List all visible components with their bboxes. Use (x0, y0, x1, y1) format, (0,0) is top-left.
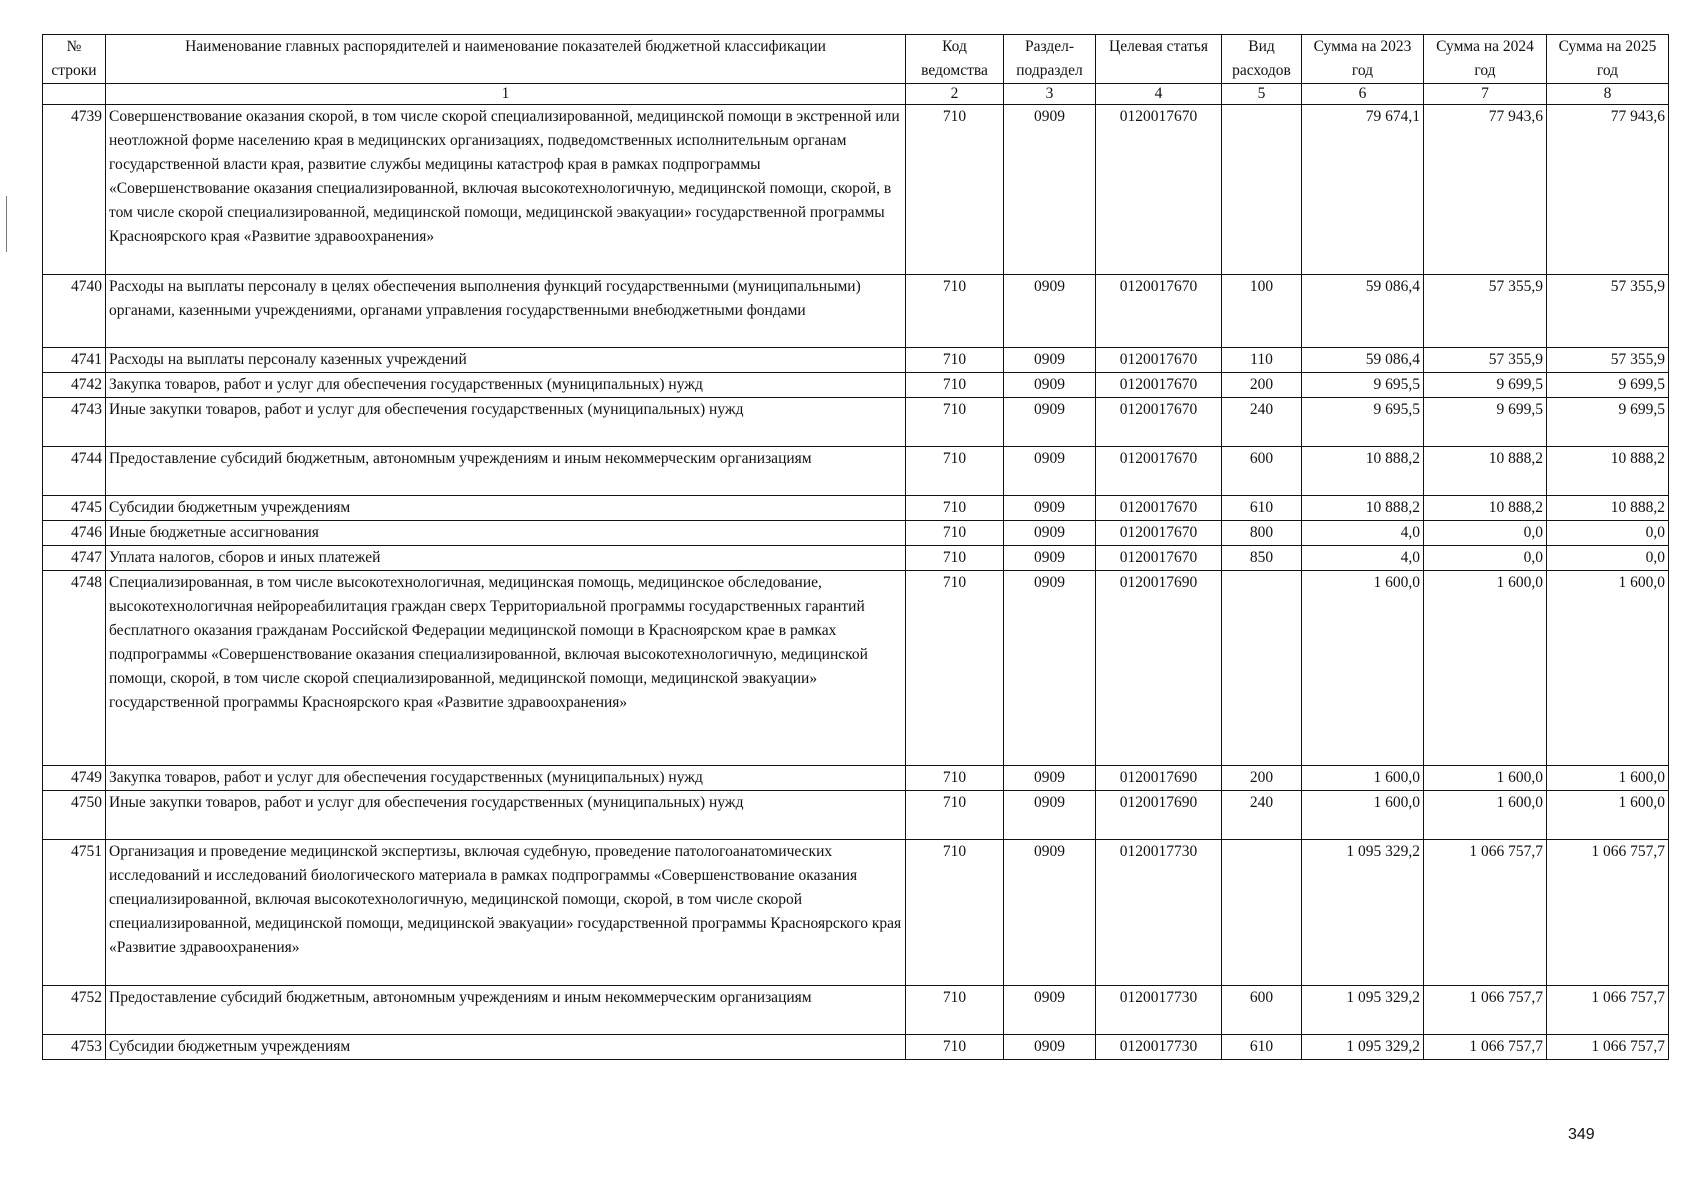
sum-2024: 9 699,5 (1424, 373, 1547, 398)
table-row (43, 496, 1669, 521)
row-name: Предоставление субсидий бюджетным, автономным учреждениям и иным некоммерческим организациям (106, 447, 906, 496)
sum-2025: 10 888,2 (1547, 496, 1669, 521)
expense-type: 600 (1222, 447, 1302, 496)
sum-2024: 57 355,9 (1424, 348, 1547, 373)
sum-2023: 1 600,0 (1302, 766, 1424, 791)
department-code: 710 (906, 105, 1004, 275)
sum-2024: 10 888,2 (1424, 496, 1547, 521)
header-target-article: Целевая статья (1096, 35, 1222, 84)
row-name: Специализированная, в том числе высокотехнологичная, медицинская помощь, медицинское обследование, высокотехнологичная нейрореабилитация граждан сверх Территориальной программы государственных гарантий бесплатного оказания гражданам Российской Федерации медицинской помощи в Красноярском крае в рамках подпрограммы «Совершенствование оказания специализированной, включая высокотехнологичную, медицинской помощи, скорой, в том числе скорой специализированной, медицинской помощи, медицинской эвакуации» государственной программы Красноярского края «Развитие здравоохранения» (106, 571, 906, 766)
section-code: 0909 (1004, 275, 1096, 348)
header-sum-2025: Сумма на 2025 год (1547, 35, 1669, 84)
sum-2023: 1 095 329,2 (1302, 1035, 1424, 1060)
expense-type (1222, 840, 1302, 986)
row-number: 4744 (43, 447, 106, 496)
row-number: 4745 (43, 496, 106, 521)
sum-2023: 4,0 (1302, 521, 1424, 546)
row-name: Иные закупки товаров, работ и услуг для обеспечения государственных (муниципальных) нужд (106, 398, 906, 447)
section-code: 0909 (1004, 840, 1096, 986)
target-article: 0120017670 (1096, 447, 1222, 496)
target-article: 0120017670 (1096, 546, 1222, 571)
table-row (43, 546, 1669, 571)
sum-2025: 1 066 757,7 (1547, 986, 1669, 1035)
sum-2023: 59 086,4 (1302, 348, 1424, 373)
target-article: 0120017690 (1096, 791, 1222, 840)
section-code: 0909 (1004, 546, 1096, 571)
target-article: 0120017670 (1096, 398, 1222, 447)
section-code: 0909 (1004, 373, 1096, 398)
sum-2025: 1 600,0 (1547, 766, 1669, 791)
department-code: 710 (906, 447, 1004, 496)
sum-2023: 79 674,1 (1302, 105, 1424, 275)
department-code: 710 (906, 766, 1004, 791)
table-row (43, 348, 1669, 373)
row-number: 4750 (43, 791, 106, 840)
department-code: 710 (906, 496, 1004, 521)
row-number: 4752 (43, 986, 106, 1035)
row-name: Предоставление субсидий бюджетным, автономным учреждениям и иным некоммерческим организациям (106, 986, 906, 1035)
expense-type: 200 (1222, 373, 1302, 398)
department-code: 710 (906, 840, 1004, 986)
section-code: 0909 (1004, 1035, 1096, 1060)
column-number-row (43, 84, 1669, 105)
sum-2023: 4,0 (1302, 546, 1424, 571)
expense-type: 240 (1222, 398, 1302, 447)
target-article: 0120017730 (1096, 840, 1222, 986)
sum-2024: 1 600,0 (1424, 766, 1547, 791)
sum-2024: 1 600,0 (1424, 791, 1547, 840)
header-sum-2024: Сумма на 2024 год (1424, 35, 1547, 84)
column-number: 4 (1096, 84, 1222, 105)
row-number: 4742 (43, 373, 106, 398)
expense-type: 240 (1222, 791, 1302, 840)
target-article: 0120017670 (1096, 105, 1222, 275)
row-name: Закупка товаров, работ и услуг для обеспечения государственных (муниципальных) нужд (106, 373, 906, 398)
table-row (43, 447, 1669, 496)
sum-2025: 0,0 (1547, 546, 1669, 571)
department-code: 710 (906, 571, 1004, 766)
sum-2023: 9 695,5 (1302, 373, 1424, 398)
row-name: Иные бюджетные ассигнования (106, 521, 906, 546)
row-name: Совершенствование оказания скорой, в том числе скорой специализированной, медицинской помощи в экстренной или неотложной форме населению края в медицинских организациях, подведомственных исполнительным органам государственной власти края, развитие службы медицины катастроф края в рамках подпрограммы «Совершенствование оказания специализированной, включая высокотехнологичную, медицинской помощи, скорой, в том числе скорой специализированной, медицинской помощи, медицинской эвакуации» государственной программы Красноярского края «Развитие здравоохранения» (106, 105, 906, 275)
target-article: 0120017690 (1096, 571, 1222, 766)
row-name: Расходы на выплаты персоналу в целях обеспечения выполнения функций государственными (муниципальными) органами, казенными учреждениями, органами управления государственными внебюджетными фондами (106, 275, 906, 348)
department-code: 710 (906, 398, 1004, 447)
header-row-number: № строки (43, 35, 106, 84)
expense-type: 800 (1222, 521, 1302, 546)
sum-2023: 1 600,0 (1302, 791, 1424, 840)
department-code: 710 (906, 791, 1004, 840)
header-department-code: Код ведомства (906, 35, 1004, 84)
sum-2025: 9 699,5 (1547, 373, 1669, 398)
row-number: 4747 (43, 546, 106, 571)
sum-2025: 1 600,0 (1547, 791, 1669, 840)
header-section: Раздел-подраздел (1004, 35, 1096, 84)
department-code: 710 (906, 986, 1004, 1035)
department-code: 710 (906, 521, 1004, 546)
sum-2024: 1 600,0 (1424, 571, 1547, 766)
row-number: 4749 (43, 766, 106, 791)
section-code: 0909 (1004, 521, 1096, 546)
sum-2024: 0,0 (1424, 521, 1547, 546)
expense-type (1222, 105, 1302, 275)
sum-2025: 57 355,9 (1547, 348, 1669, 373)
row-name: Субсидии бюджетным учреждениям (106, 1035, 906, 1060)
target-article: 0120017670 (1096, 496, 1222, 521)
sum-2023: 1 095 329,2 (1302, 986, 1424, 1035)
row-number: 4743 (43, 398, 106, 447)
target-article: 0120017670 (1096, 275, 1222, 348)
header-expense-type: Вид расходов (1222, 35, 1302, 84)
department-code: 710 (906, 348, 1004, 373)
sum-2023: 1 600,0 (1302, 571, 1424, 766)
table-row (43, 571, 1669, 766)
row-name: Иные закупки товаров, работ и услуг для обеспечения государственных (муниципальных) нужд (106, 791, 906, 840)
sum-2024: 77 943,6 (1424, 105, 1547, 275)
target-article: 0120017730 (1096, 986, 1222, 1035)
target-article: 0120017670 (1096, 373, 1222, 398)
table-header-row (43, 35, 1669, 84)
target-article: 0120017670 (1096, 348, 1222, 373)
column-number: 7 (1424, 84, 1547, 105)
table-row (43, 986, 1669, 1035)
table-row (43, 766, 1669, 791)
expense-type (1222, 571, 1302, 766)
sum-2025: 9 699,5 (1547, 398, 1669, 447)
table-row (43, 840, 1669, 986)
section-code: 0909 (1004, 348, 1096, 373)
section-code: 0909 (1004, 496, 1096, 521)
row-name: Субсидии бюджетным учреждениям (106, 496, 906, 521)
department-code: 710 (906, 373, 1004, 398)
sum-2023: 59 086,4 (1302, 275, 1424, 348)
sum-2023: 10 888,2 (1302, 447, 1424, 496)
expense-type: 850 (1222, 546, 1302, 571)
table-row (43, 1035, 1669, 1060)
expense-type: 110 (1222, 348, 1302, 373)
table-row (43, 105, 1669, 275)
margin-mark (6, 196, 7, 252)
sum-2024: 1 066 757,7 (1424, 986, 1547, 1035)
sum-2024: 10 888,2 (1424, 447, 1547, 496)
column-number (43, 84, 106, 105)
row-number: 4741 (43, 348, 106, 373)
table-row (43, 791, 1669, 840)
department-code: 710 (906, 546, 1004, 571)
sum-2024: 1 066 757,7 (1424, 1035, 1547, 1060)
row-name: Закупка товаров, работ и услуг для обеспечения государственных (муниципальных) нужд (106, 766, 906, 791)
target-article: 0120017690 (1096, 766, 1222, 791)
row-number: 4740 (43, 275, 106, 348)
row-number: 4739 (43, 105, 106, 275)
section-code: 0909 (1004, 986, 1096, 1035)
row-name: Уплата налогов, сборов и иных платежей (106, 546, 906, 571)
column-number: 5 (1222, 84, 1302, 105)
sum-2024: 0,0 (1424, 546, 1547, 571)
sum-2025: 10 888,2 (1547, 447, 1669, 496)
department-code: 710 (906, 275, 1004, 348)
table-row (43, 275, 1669, 348)
table-row (43, 373, 1669, 398)
sum-2024: 57 355,9 (1424, 275, 1547, 348)
sum-2025: 0,0 (1547, 521, 1669, 546)
table-row (43, 398, 1669, 447)
column-number: 3 (1004, 84, 1096, 105)
sum-2023: 1 095 329,2 (1302, 840, 1424, 986)
budget-table (42, 34, 1669, 1060)
row-number: 4748 (43, 571, 106, 766)
sum-2025: 1 066 757,7 (1547, 840, 1669, 986)
column-number: 2 (906, 84, 1004, 105)
column-number: 8 (1547, 84, 1669, 105)
row-name: Расходы на выплаты персоналу казенных учреждений (106, 348, 906, 373)
expense-type: 610 (1222, 1035, 1302, 1060)
section-code: 0909 (1004, 766, 1096, 791)
section-code: 0909 (1004, 105, 1096, 275)
sum-2023: 10 888,2 (1302, 496, 1424, 521)
expense-type: 600 (1222, 986, 1302, 1035)
sum-2025: 1 600,0 (1547, 571, 1669, 766)
target-article: 0120017730 (1096, 1035, 1222, 1060)
row-number: 4746 (43, 521, 106, 546)
section-code: 0909 (1004, 447, 1096, 496)
header-name: Наименование главных распорядителей и наименование показателей бюджетной классификации (106, 35, 906, 84)
sum-2025: 1 066 757,7 (1547, 1035, 1669, 1060)
section-code: 0909 (1004, 571, 1096, 766)
section-code: 0909 (1004, 791, 1096, 840)
expense-type: 200 (1222, 766, 1302, 791)
department-code: 710 (906, 1035, 1004, 1060)
sum-2023: 9 695,5 (1302, 398, 1424, 447)
sum-2024: 1 066 757,7 (1424, 840, 1547, 986)
target-article: 0120017670 (1096, 521, 1222, 546)
sum-2025: 77 943,6 (1547, 105, 1669, 275)
expense-type: 610 (1222, 496, 1302, 521)
sum-2025: 57 355,9 (1547, 275, 1669, 348)
row-number: 4753 (43, 1035, 106, 1060)
page-number: 349 (1568, 1126, 1595, 1143)
row-number: 4751 (43, 840, 106, 986)
row-name: Организация и проведение медицинской экспертизы, включая судебную, проведение патологоанатомических исследований и исследований биологического материала в рамках подпрограммы «Совершенствование оказания специализированной, включая высокотехнологичную, медицинской помощи, скорой, в том числе скорой специализированной, медицинской помощи, медицинской эвакуации» государственной программы Красноярского края «Развитие здравоохранения» (106, 840, 906, 986)
sum-2024: 9 699,5 (1424, 398, 1547, 447)
table-row (43, 521, 1669, 546)
column-number: 6 (1302, 84, 1424, 105)
header-sum-2023: Сумма на 2023 год (1302, 35, 1424, 84)
section-code: 0909 (1004, 398, 1096, 447)
column-number: 1 (106, 84, 906, 105)
expense-type: 100 (1222, 275, 1302, 348)
